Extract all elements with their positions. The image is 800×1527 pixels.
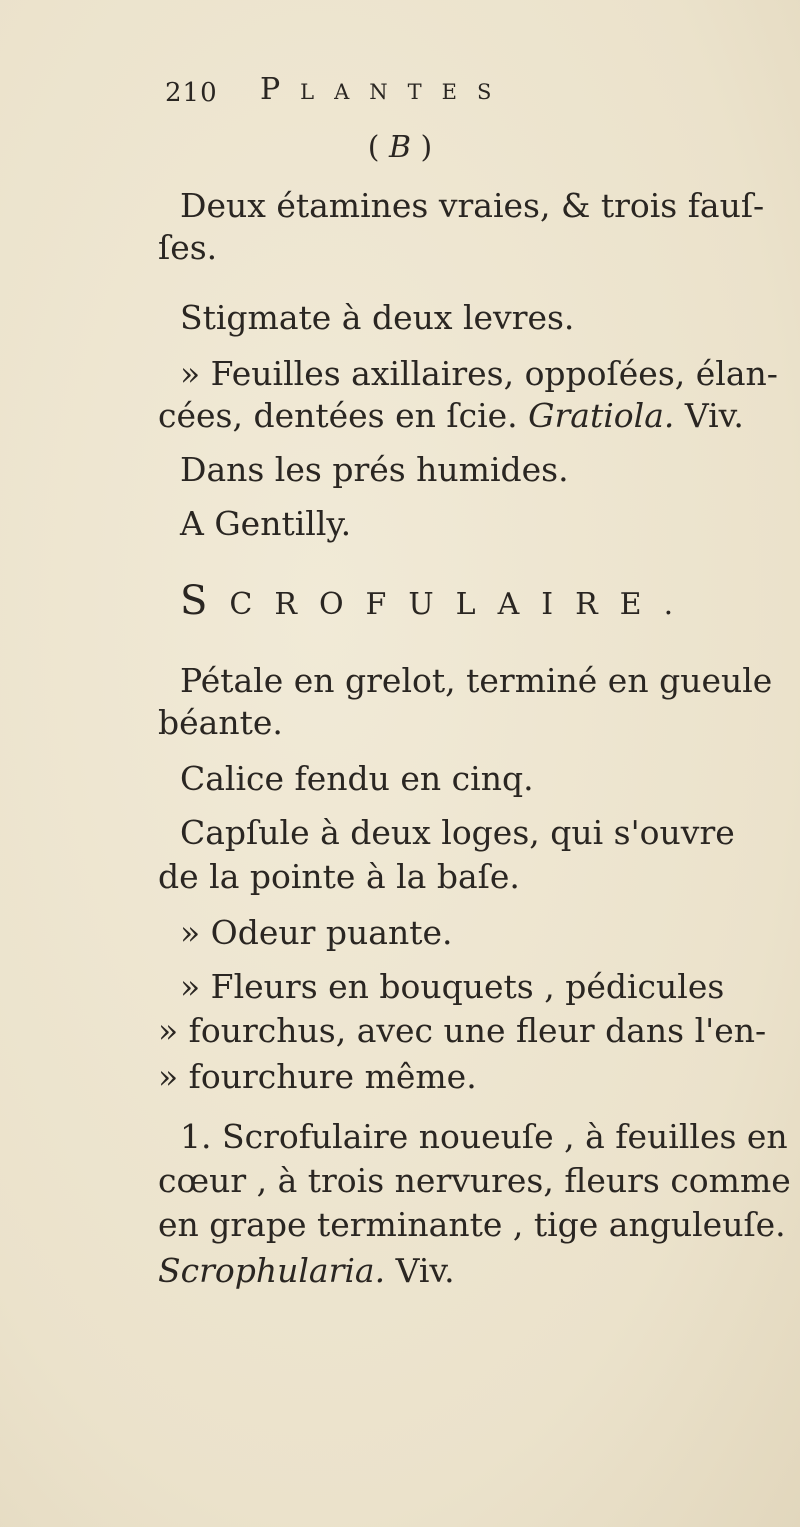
text-line: de la pointe à la baſe. [158, 857, 520, 896]
text-line: A Gentilly. [180, 504, 352, 543]
text-segment: Viv. [674, 396, 744, 435]
text-segment: Viv. [385, 1251, 455, 1290]
text-line: Calice fendu en cinq. [180, 759, 534, 798]
section-title [180, 578, 695, 624]
text-line: » fourchure même. [158, 1057, 477, 1096]
text-line [158, 1250, 455, 1292]
text-line: » Fleurs en bouquets , pédicules [180, 967, 725, 1006]
section-title-rest: CROFULAIRE. [229, 587, 696, 622]
section-title-initial: S [180, 578, 230, 624]
text-line: Capſule à deux loges, qui s'ouvre [180, 813, 735, 852]
text-line: ſes. [158, 228, 218, 267]
text-line [158, 395, 744, 437]
subsection-letter: B [388, 130, 412, 165]
page-header [165, 72, 685, 122]
text-line: Pétale en grelot, terminé en gueule [180, 661, 773, 700]
text-line: » Feuilles axillaires, oppoſées, élan- [180, 354, 778, 393]
text-segment: cées, dentées en ſcie. [158, 396, 529, 435]
scrofulaire-text [158, 660, 798, 1380]
text-line: » fourchus, avec une fleur dans l'en- [158, 1011, 767, 1050]
latin-name: Gratiola. [528, 396, 675, 435]
text-line: 1. Scrofulaire noueuſe , à feuilles en [180, 1117, 788, 1156]
running-title: Plantes [260, 72, 512, 107]
subsection-mark: ( B ) [367, 130, 433, 165]
text-line: Dans les prés humides. [180, 450, 569, 489]
text-line: béante. [158, 703, 283, 742]
text-line: Stigmate à deux levres. [180, 298, 575, 337]
section-b-text [158, 185, 798, 565]
text-line: cœur , à trois nervures, fleurs comme [158, 1161, 791, 1200]
latin-name: Scrophularia. [158, 1251, 386, 1290]
text-line: en grape terminante , tige anguleuſe. [158, 1205, 786, 1244]
text-line: Deux étamines vraies, & trois fauſ- [180, 186, 765, 225]
page-number: 210 [165, 78, 218, 108]
text-line: » Odeur puante. [180, 913, 453, 952]
